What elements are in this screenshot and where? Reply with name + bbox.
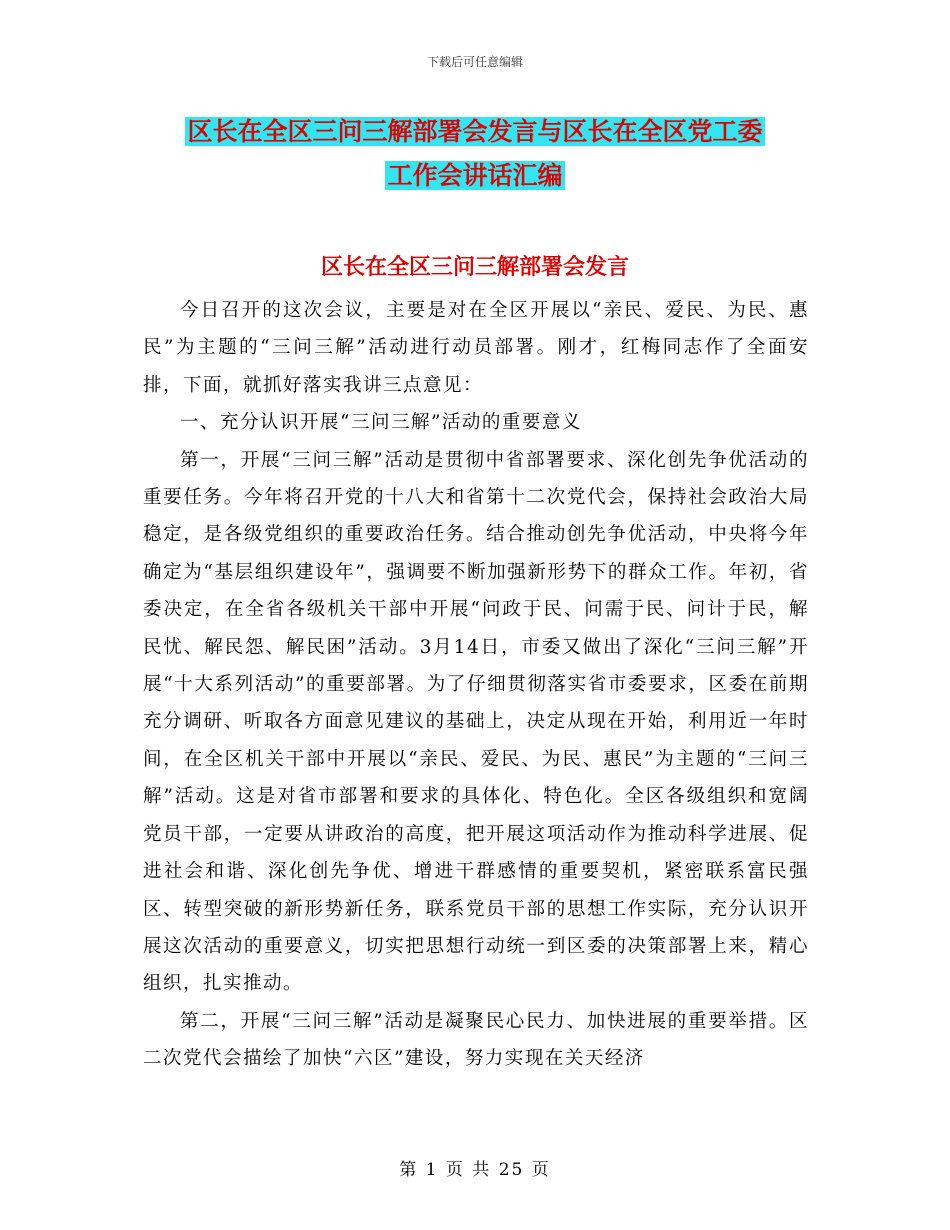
paragraph-first-point: 第一，开展“三问三解”活动是贯彻中省部署要求、深化创先争优活动的重要任务。今年将召开党的十八大和省第十二次党代会，保持社会政治大局稳定，是各级党组织的重要政治任务。结合推动创先争优活动，中央将今年确定为“基层组织建设年”，强调要不断加强新形势下的群众工作。年初，省委决定，在全省各级机关干部中开展“问政于民、问需于民、问计于民，解民忧、解民怨、解民困”活动。3月14日，市委又做出了深化“三问三解”开展“十大系列活动”的重要部署。为了仔细贯彻落实省市委要求，区委在前期充分调研、听取各方面意见建议的基础上，决定从现在开始，利用近一年时间，在全区机关干部中开展以“亲民、爱民、为民、惠民”为主题的“三问三解”活动。这是对省市部署和要求的具体化、特色化。全区各级组织和宽阔党员干部，一定要从讲政治的高度，把开展这项活动作为推动科学进展、促进社会和谐、深化创先争优、增进干群感情的重要契机，紧密联系富民强区、转型突破的新形势新任务，联系党员干部的思想工作实际，充分认识开展这次活动的重要意义，切实把思想行动统一到区委的决策部署上来，精心组织，扎实推动。	[143, 449, 809, 995]
document-body	[143, 292, 809, 1078]
document-title-line-1-text: 区长在全区三问三解部署会发言与区长在全区党工委	[187, 117, 763, 146]
page-header-note: 下载后可任意编辑	[426, 55, 523, 69]
section-title: 区长在全区三问三解部署会发言	[320, 255, 629, 280]
paragraph-intro: 今日召开的这次会议，主要是对在全区开展以“亲民、爱民、为民、惠民”为主题的“三问三解”活动进行动员部署。刚才，红梅同志作了全面安排，下面，就抓好落实我讲三点意见：	[143, 300, 809, 396]
paragraph-second-point: 第二，开展“三问三解”活动是凝聚民心民力、加快进展的重要举措。区二次党代会描绘了加快“六区”建设，努力实现在关天经济	[143, 1010, 809, 1070]
section-heading-1: 一、充分认识开展“三问三解”活动的重要意义	[180, 412, 582, 434]
document-title-line-2	[0, 156, 950, 192]
document-title-line-2-text: 工作会讲话汇编	[387, 161, 563, 190]
document-title-line-1	[0, 112, 950, 148]
page-footer: 第 1 页 共 25 页	[399, 1160, 551, 1180]
